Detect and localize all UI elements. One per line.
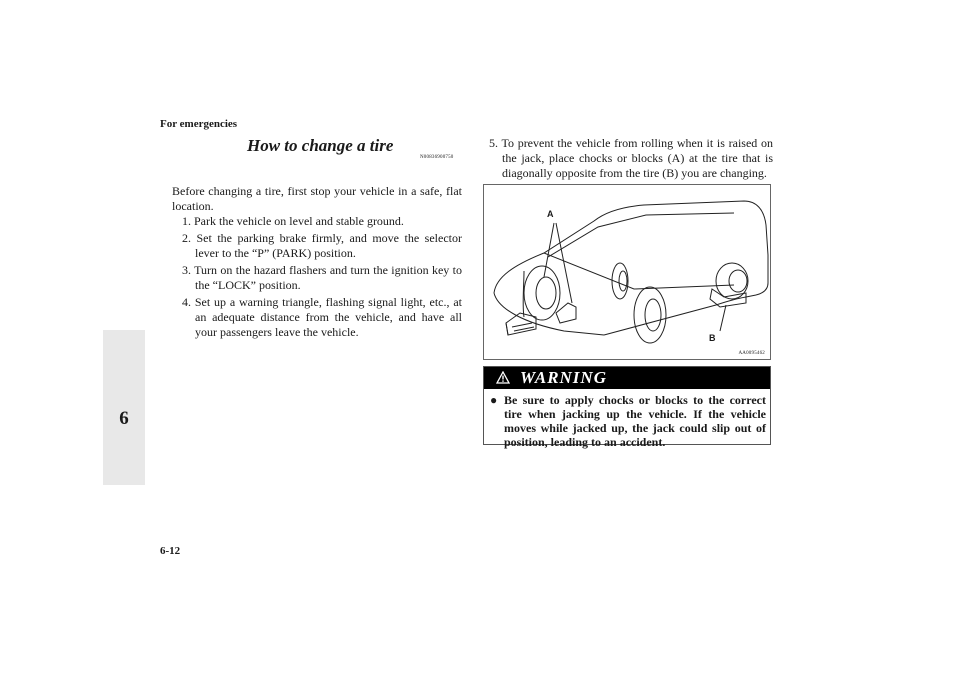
warning-header	[484, 367, 770, 389]
step-item: 1. Park the vehicle on level and stable ground.	[182, 214, 404, 228]
figure-label-b: B	[709, 333, 716, 343]
vehicle-line-drawing	[484, 185, 770, 359]
step-item: 4. Set up a warning triangle, flashing signal light, etc., at an adequate distance from the vehicle, and have all your passengers leave the vehicle.	[182, 295, 462, 339]
warning-box	[483, 366, 771, 449]
warning-text-block	[490, 393, 766, 449]
step-item: 5. To prevent the vehicle from rolling when it is raised on the jack, place chocks or blocks (A) at the tire that is diagonally opposite from the tire (B) you are changing.	[489, 136, 773, 180]
tire-chock-illustration	[483, 184, 771, 360]
figure-code: AA0095462	[738, 351, 765, 356]
section-header: For emergencies	[160, 118, 238, 130]
section-code: N00836900750	[420, 155, 454, 160]
step-item: 2. Set the parking brake firmly, and move the selector lever to the “P” (PARK) position.	[182, 231, 462, 260]
warning-title: WARNING	[520, 368, 607, 387]
chapter-tab-number: 6	[119, 408, 129, 429]
warning-triangle-icon	[496, 371, 510, 384]
warning-text: Be sure to apply chocks or blocks to the correct tire when jacking up the vehicle. If the vehicle moves while jacked up, the jack could slip out of position, leading to an accident.	[504, 393, 766, 449]
figure-label-a: A	[547, 209, 554, 219]
steps-list	[172, 214, 462, 340]
intro-paragraph: Before changing a tire, first stop your vehicle in a safe, flat location.	[172, 184, 462, 213]
section-title: How to change a tire	[247, 136, 394, 155]
chapter-tab	[103, 330, 145, 485]
bullet-icon: ●	[490, 393, 498, 407]
page-number: 6-12	[160, 545, 181, 557]
step-item: 3. Turn on the hazard flashers and turn the ignition key to the “LOCK” position.	[182, 263, 462, 292]
